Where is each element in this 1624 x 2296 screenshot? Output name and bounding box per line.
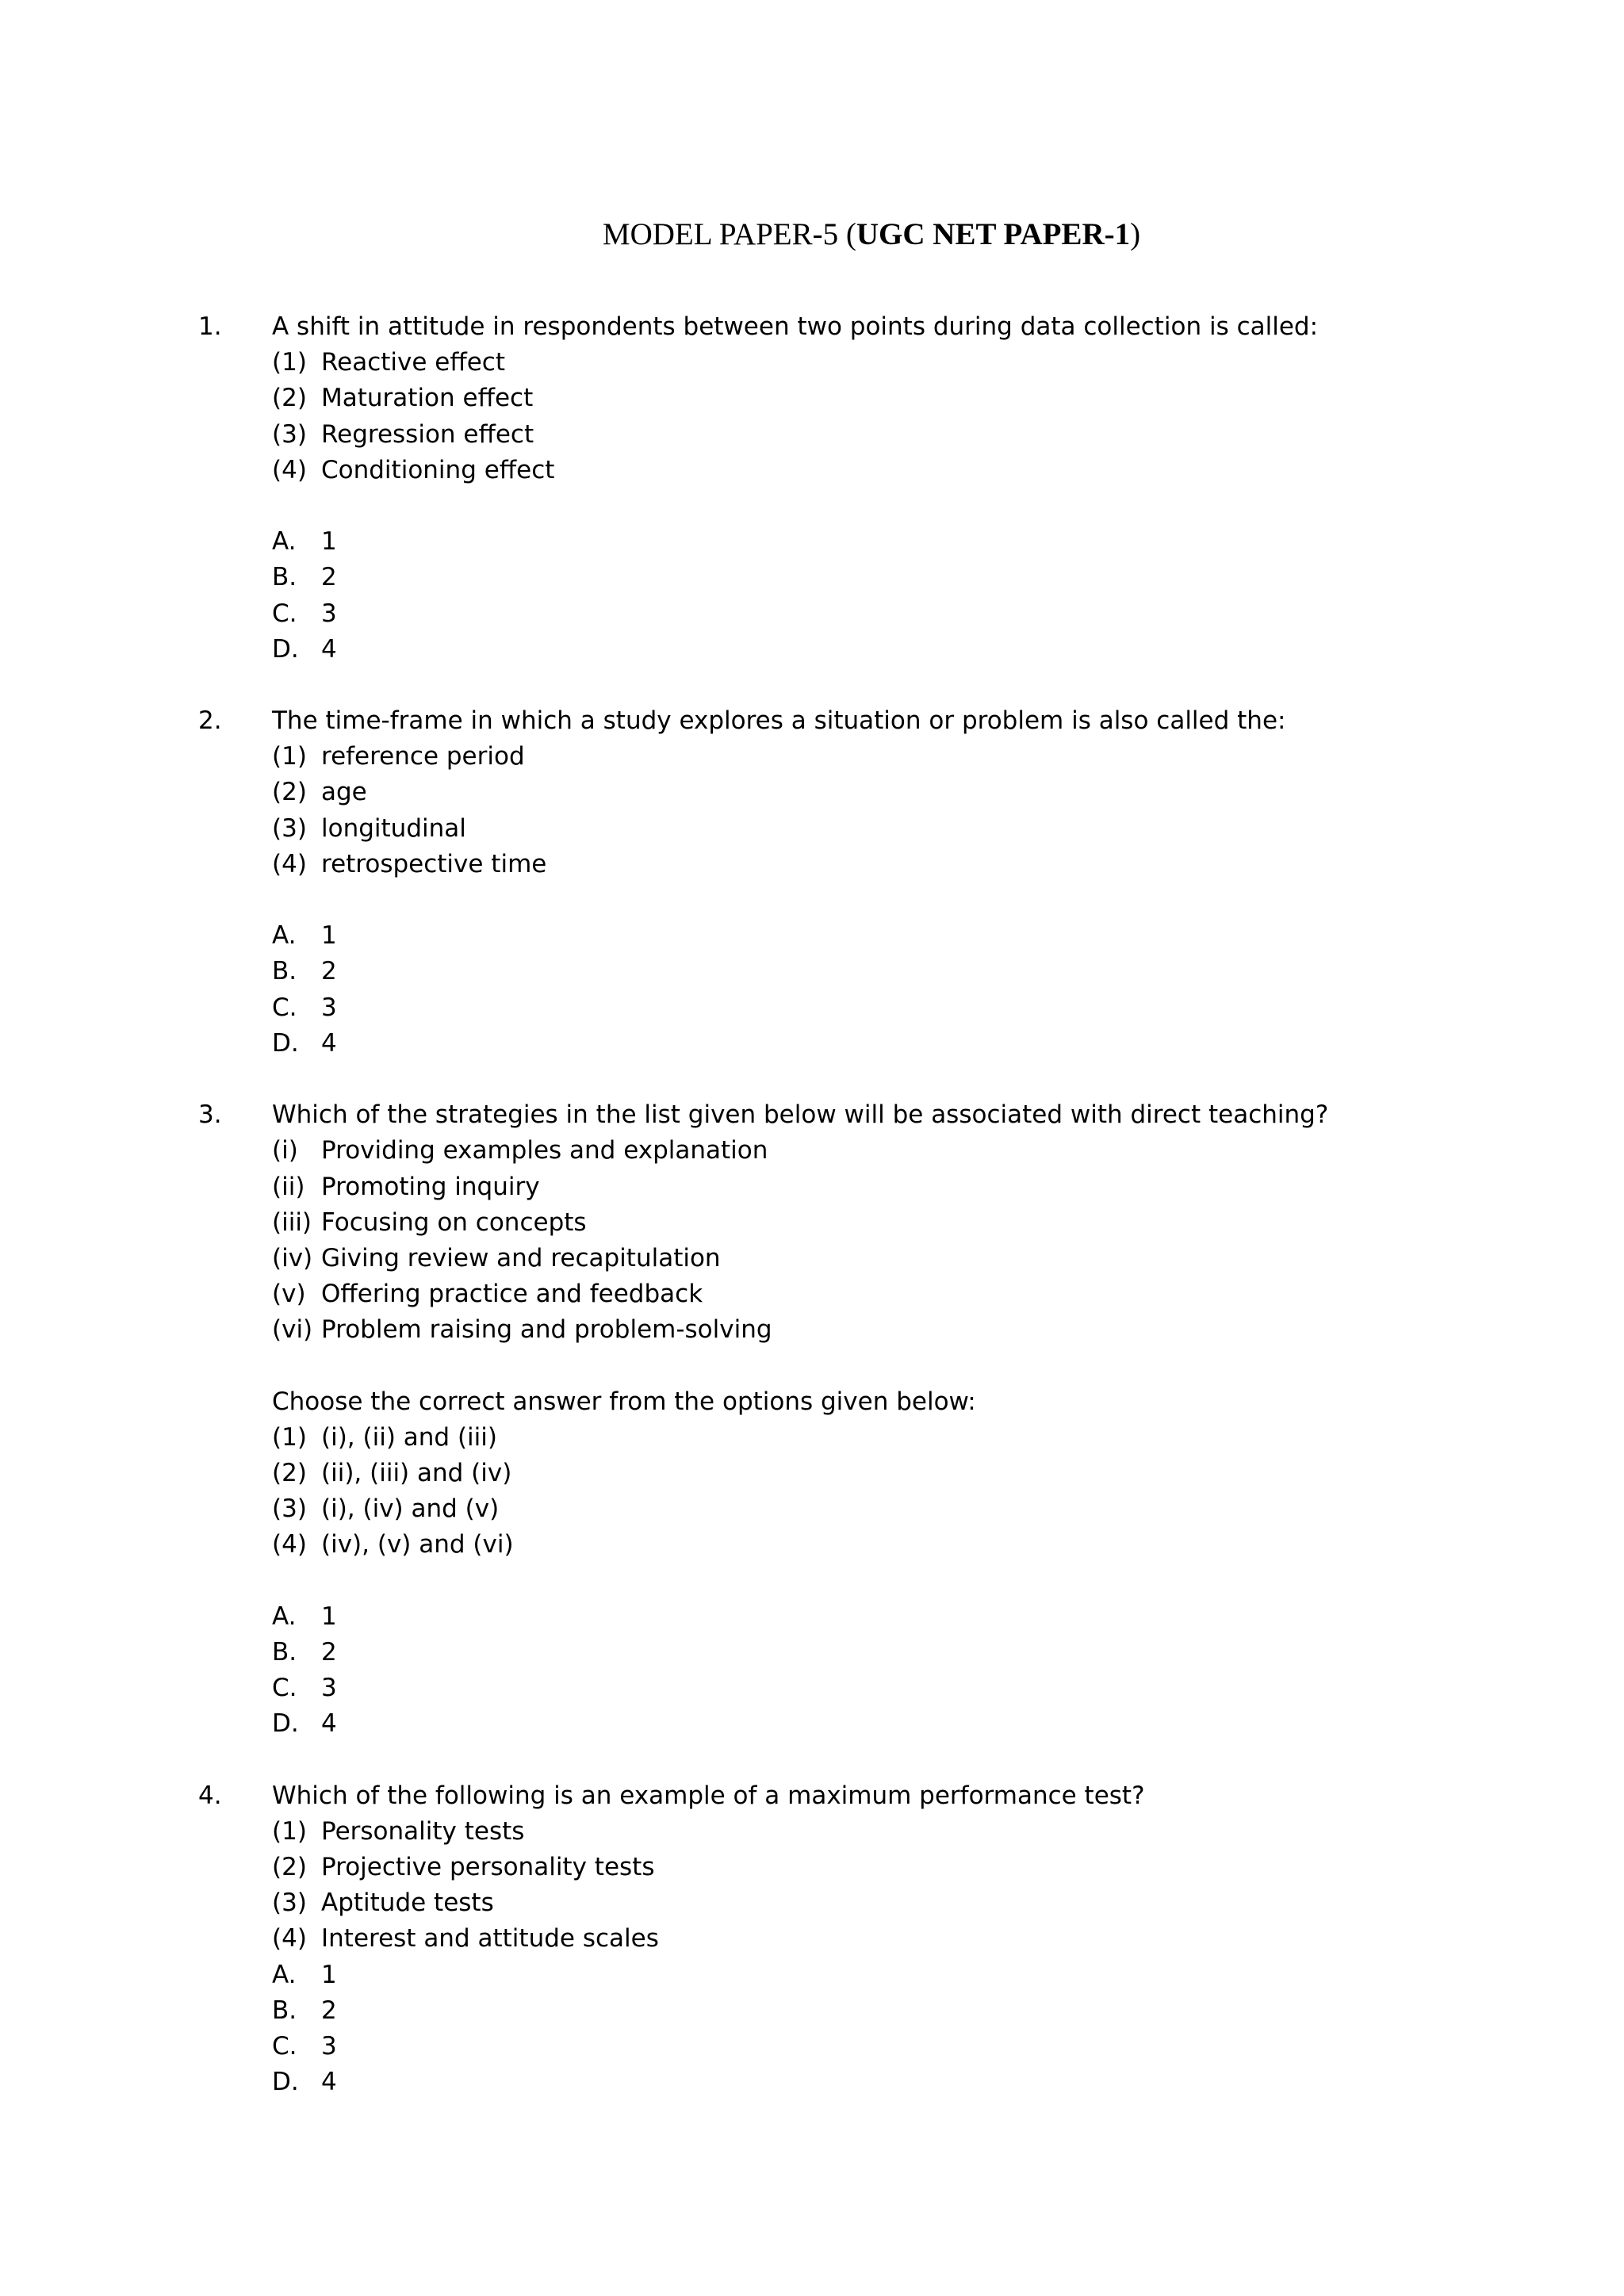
answer-choice (272, 990, 1435, 1026)
statement-label: (v) (272, 1280, 306, 1309)
option-label: (3) (272, 1494, 307, 1524)
statement-item (272, 1312, 1435, 1348)
option-label: (1) (272, 1816, 307, 1846)
answer-choice (272, 1993, 1435, 2029)
answer-label: A. (272, 1601, 297, 1631)
option-label: (3) (272, 419, 307, 449)
statement-label: (iii) (272, 1207, 312, 1237)
option-label: (2) (272, 1459, 307, 1487)
answer-choice (272, 560, 1435, 595)
answer-value: 4 (321, 634, 337, 664)
answer-label: D. (272, 1028, 299, 1058)
answer-choice (272, 1599, 1435, 1635)
option-text: retrospective time (321, 849, 547, 878)
answer-value: 4 (321, 1028, 337, 1058)
answer-value: 2 (321, 1637, 337, 1667)
answer-choice (272, 2064, 1435, 2100)
title-bold: UGC NET PAPER-1 (856, 217, 1131, 251)
answer-label: A. (272, 1960, 297, 1989)
answer-label: B. (272, 1637, 297, 1667)
option-item (272, 417, 1435, 453)
title-prefix: MODEL PAPER-5 ( (602, 217, 856, 251)
answer-label: B. (272, 563, 297, 592)
answer-value: 2 (321, 957, 337, 986)
answer-choice (272, 632, 1435, 668)
option-label: (1) (272, 742, 307, 771)
option-text: Interest and attitude scales (321, 1924, 659, 1954)
statement-text: Promoting inquiry (321, 1172, 540, 1201)
option-item (272, 811, 1435, 847)
answer-value: 3 (321, 599, 337, 628)
answer-value: 3 (321, 993, 337, 1022)
answer-choice (272, 1957, 1435, 1993)
question-3 (198, 1097, 1435, 1742)
question-2 (198, 703, 1435, 1062)
answer-label: B. (272, 1996, 297, 2025)
answer-choice (272, 1026, 1435, 1062)
question-text: Which of the strategies in the list given below will be associated with direct teaching? (272, 1100, 1329, 1130)
statement-label: (i) (272, 1136, 298, 1165)
statement-list (272, 1133, 1435, 1742)
statement-text: Giving review and recapitulation (321, 1243, 721, 1272)
option-label: (4) (272, 849, 307, 878)
option-item (272, 1420, 1435, 1456)
answer-value: 1 (321, 1601, 337, 1631)
answer-value: 4 (321, 2068, 337, 2097)
answer-value: 4 (321, 1709, 337, 1739)
statement-label: (ii) (272, 1172, 305, 1201)
option-text: age (321, 778, 367, 807)
option-text: Personality tests (321, 1816, 525, 1846)
answer-value: 3 (321, 2032, 337, 2061)
answer-value: 3 (321, 1674, 337, 1703)
option-text: Projective personality tests (321, 1853, 655, 1882)
option-item (272, 1885, 1435, 1921)
question-4 (198, 1778, 1435, 2101)
statement-text: Problem raising and problem-solving (321, 1315, 772, 1345)
question-number: 2. (198, 706, 222, 736)
option-item (272, 453, 1435, 488)
statement-item (272, 1241, 1435, 1276)
option-text: Aptitude tests (321, 1888, 494, 1918)
question-text: The time-frame in which a study explores a situation or problem is also called the: (272, 706, 1286, 736)
page-title (0, 212, 1624, 257)
statement-text: Offering practice and feedback (321, 1280, 703, 1309)
answer-choice (272, 918, 1435, 954)
option-label: (2) (272, 384, 307, 413)
instruction-text: Choose the correct answer from the options given below: (272, 1387, 976, 1416)
answer-value: 2 (321, 1996, 337, 2025)
statement-item (272, 1205, 1435, 1241)
option-label: (2) (272, 778, 307, 807)
option-list (272, 345, 1435, 668)
statement-text: Providing examples and explanation (321, 1136, 768, 1165)
answer-choice (272, 596, 1435, 632)
option-text: Reactive effect (321, 348, 506, 377)
option-item (272, 1921, 1435, 1957)
answer-value: 1 (321, 527, 337, 557)
answer-choice (272, 1670, 1435, 1706)
option-label: (4) (272, 455, 307, 484)
answer-choice (272, 524, 1435, 560)
answer-choice (272, 1635, 1435, 1670)
answer-label: A. (272, 921, 297, 951)
answer-label: D. (272, 2068, 299, 2097)
statement-label: (vi) (272, 1315, 313, 1345)
answer-choice (272, 954, 1435, 989)
option-label: (1) (272, 348, 307, 377)
option-label: (3) (272, 813, 307, 843)
option-text: Regression effect (321, 419, 534, 449)
option-item (272, 381, 1435, 416)
question-text: Which of the following is an example of a maximum performance test? (272, 1781, 1145, 1810)
option-text: (ii), (iii) and (iv) (321, 1459, 512, 1487)
option-item (272, 345, 1435, 381)
question-number: 1. (198, 312, 222, 341)
option-text: (i), (ii) and (iii) (321, 1422, 497, 1452)
question-text: A shift in attitude in respondents between two points during data collection is called: (272, 312, 1319, 341)
option-label: (4) (272, 1530, 307, 1559)
question-number: 4. (198, 1781, 222, 1810)
option-text: longitudinal (321, 813, 466, 843)
option-text: (i), (iv) and (v) (321, 1494, 500, 1524)
option-list (272, 739, 1435, 1062)
answer-choice (272, 1706, 1435, 1742)
option-item (272, 775, 1435, 810)
option-text: Conditioning effect (321, 455, 555, 484)
answer-value: 1 (321, 921, 337, 951)
statement-item (272, 1276, 1435, 1312)
answer-label: D. (272, 634, 299, 664)
statement-item (272, 1133, 1435, 1169)
title-suffix: ) (1130, 217, 1141, 251)
option-item (272, 847, 1435, 882)
answer-choice (272, 2029, 1435, 2064)
statement-text: Focusing on concepts (321, 1207, 587, 1237)
option-item (272, 1456, 1435, 1491)
answer-label: D. (272, 1709, 299, 1739)
option-item (272, 739, 1435, 775)
answer-value: 2 (321, 563, 337, 592)
option-item (272, 1850, 1435, 1885)
option-item (272, 1527, 1435, 1563)
option-text: (iv), (v) and (vi) (321, 1530, 514, 1559)
answer-label: C. (272, 599, 297, 628)
question-number: 3. (198, 1100, 222, 1130)
option-list (272, 1814, 1435, 2101)
option-text: reference period (321, 742, 525, 771)
option-label: (1) (272, 1422, 307, 1452)
answer-label: B. (272, 957, 297, 986)
option-label: (2) (272, 1853, 307, 1882)
question-1 (198, 309, 1435, 668)
option-item (272, 1491, 1435, 1527)
answer-label: C. (272, 1674, 297, 1703)
statement-item (272, 1169, 1435, 1205)
answer-label: C. (272, 993, 297, 1022)
question-list (198, 309, 1435, 2100)
answer-label: C. (272, 2032, 297, 2061)
option-text: Maturation effect (321, 384, 534, 413)
answer-value: 1 (321, 1960, 337, 1989)
option-label: (3) (272, 1888, 307, 1918)
answer-label: A. (272, 527, 297, 557)
statement-label: (iv) (272, 1243, 313, 1272)
option-label: (4) (272, 1924, 307, 1954)
option-item (272, 1814, 1435, 1850)
